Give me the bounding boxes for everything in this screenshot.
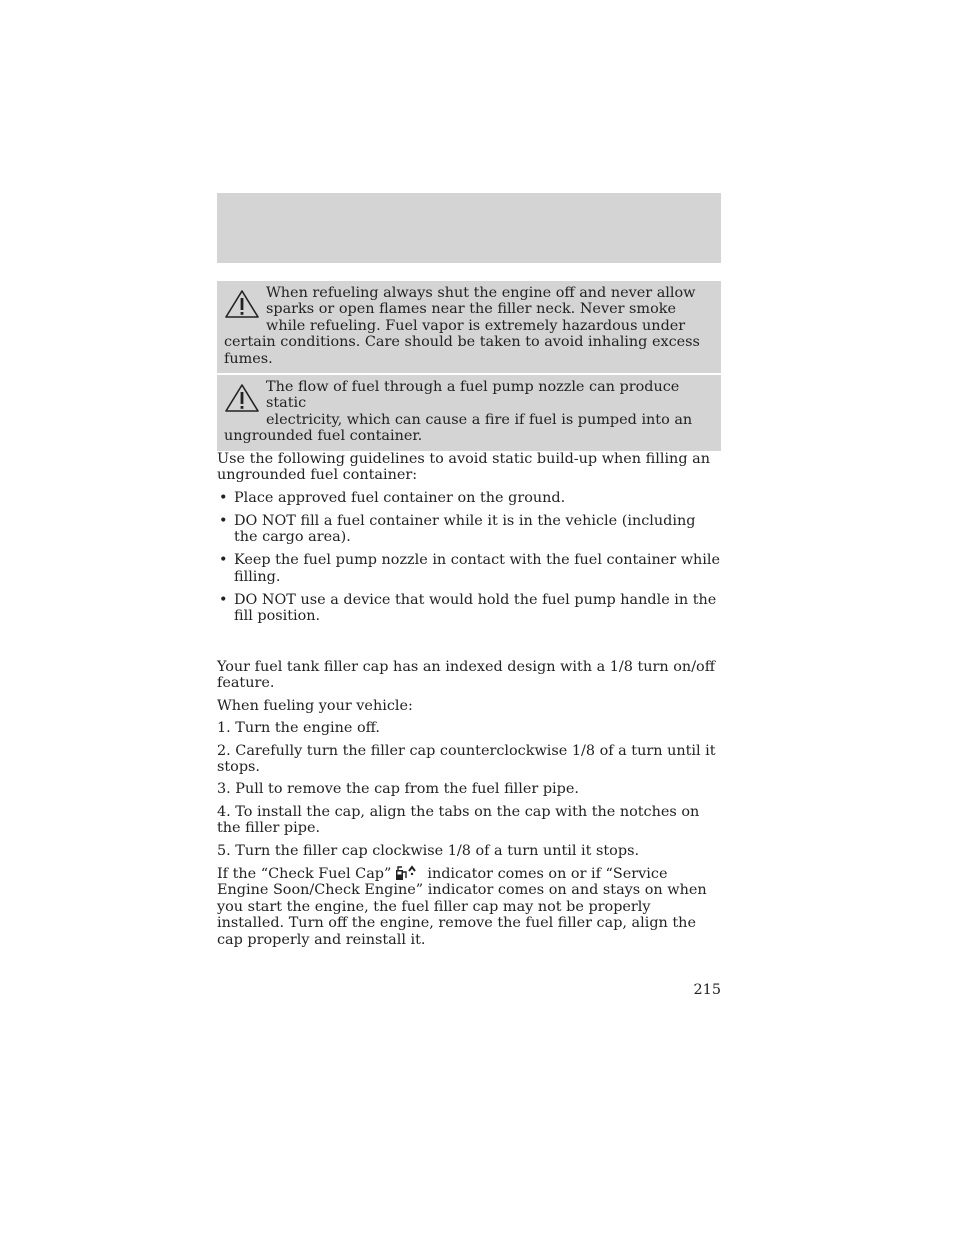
cap-closing: If the “Check Fuel Cap” indicator comes on or if “Service Engine Soon/Check Engine” indicator comes on and stays on when you start the engine, the fuel filler cap may not be properly installed. Turn off the engine, remove the fuel filler cap, align the cap properly and reinstall it. <box>217 866 707 948</box>
warning-box-static <box>217 375 721 451</box>
static-guidelines <box>217 451 721 631</box>
warning-triangle-icon <box>224 289 260 319</box>
header-band <box>217 193 721 263</box>
list-item: • Place approved fuel container on the ground. <box>217 490 721 506</box>
static-intro: Use the following guidelines to avoid static build-up when filling an ungrounded fuel container: <box>217 451 710 484</box>
page-number: 215 <box>693 982 721 998</box>
list-item: 1. Turn the engine off. <box>217 720 380 737</box>
warning-box-refueling <box>217 281 721 373</box>
cap-intro: Your fuel tank filler cap has an indexed design with a 1/8 turn on/off feature. <box>217 659 715 692</box>
list-item: 4. To install the cap, align the tabs on the cap with the notches on the filler pipe. <box>217 803 700 837</box>
warning-triangle-icon <box>224 383 260 413</box>
cap-steps <box>217 720 721 859</box>
fuel-cap-section <box>217 659 721 954</box>
list-item: • DO NOT fill a fuel container while it is in the vehicle (including the cargo area). <box>217 513 721 546</box>
check-fuel-cap-icon <box>395 865 417 881</box>
list-item: • DO NOT use a device that would hold the fuel pump handle in the fill position. <box>217 592 721 625</box>
list-item: 2. Carefully turn the filler cap counterclockwise 1/8 of a turn until it stops. <box>217 742 716 776</box>
warning-text: The flow of fuel through a fuel pump nozzle can produce static electricity, which can cause a fire if fuel is pumped into an ungrounded fuel container. <box>224 379 693 445</box>
list-item: 3. Pull to remove the cap from the fuel filler pipe. <box>217 781 579 798</box>
cap-lead: When fueling your vehicle: <box>217 697 413 714</box>
static-bullet-list <box>217 490 721 625</box>
list-item: 5. Turn the filler cap clockwise 1/8 of a turn until it stops. <box>217 842 640 859</box>
list-item: • Keep the fuel pump nozzle in contact with the fuel container while filling. <box>217 552 721 585</box>
warning-text: When refueling always shut the engine off and never allow sparks or open flames near the filler neck. Never smoke while refueling. Fuel vapor is extremely hazardous under certain conditions. Care should be taken to avoid inhaling excess fumes. <box>224 285 700 367</box>
